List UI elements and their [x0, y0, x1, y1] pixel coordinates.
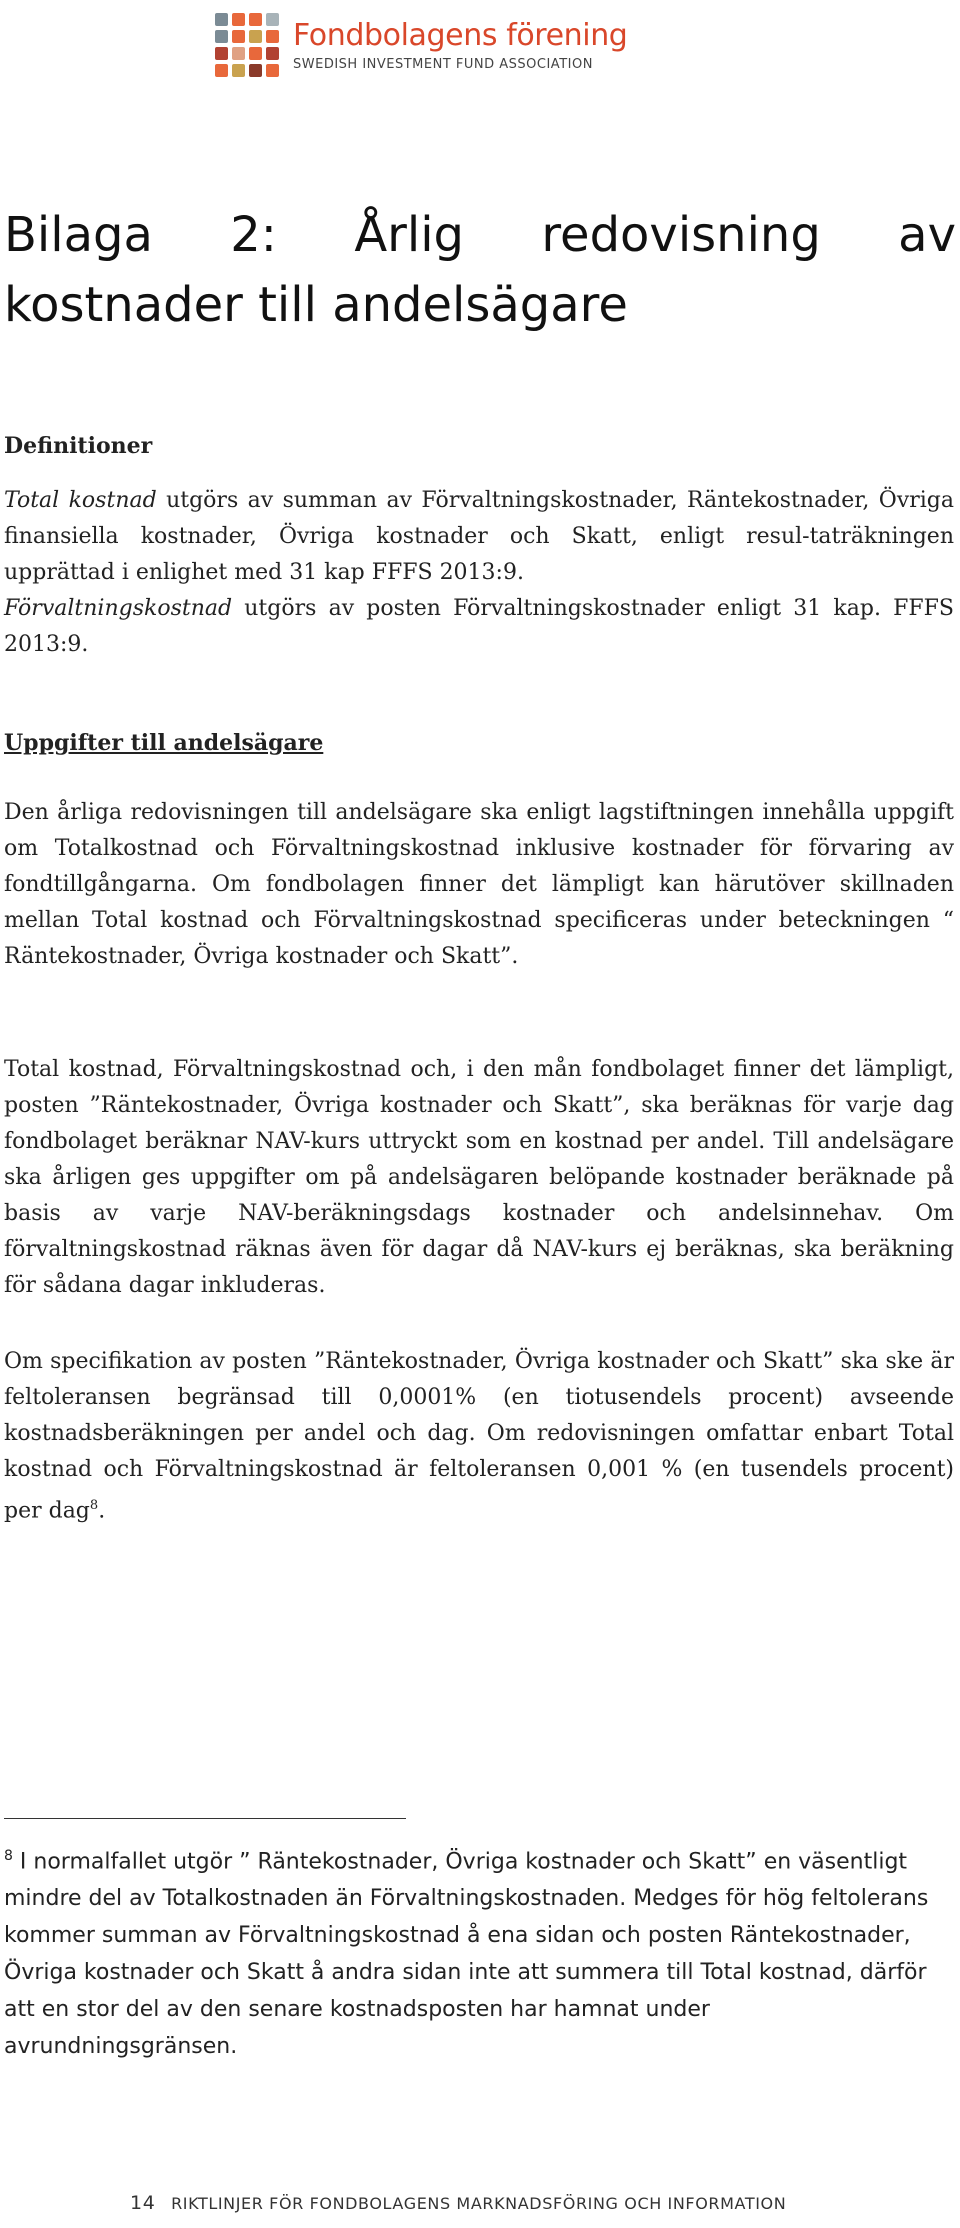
paragraph: Total kostnad, Förvaltningskostnad och, i den mån fondbolaget finner det lämpligt, posten ”Räntekostnader, Övriga kostnader och Skatt”, ska beräknas för varje dag fondbolaget beräknar NAV-kurs uttryckt som en kostnad per andel. Till andelsägare ska årligen ges uppgifter om på andelsägaren belöpande kostnader beräknade på basis av varje NAV-beräkningsdags kostnader och andelsinnehav. Om förvaltningskostnad räknas även för dagar då NAV-kurs ej beräknas, ska beräkning för sådana dagar inkluderas. — [4, 1057, 954, 1298]
logo-square — [232, 30, 245, 43]
logo-square — [249, 47, 262, 60]
term-total-cost: Total kostnad — [4, 488, 157, 513]
running-title: RIKTLINJER FÖR FONDBOLAGENS MARKNADSFÖRING OCH INFORMATION — [171, 2194, 787, 2213]
title-line-2: kostnader till andelsägare — [4, 277, 628, 333]
paragraph: Den årliga redovisningen till andelsägare ska enligt lagstiftningen innehålla uppgift om Totalkostnad och Förvaltningskostnad inklusive kostnader för förvaring av fondtillgångarna. Om fondbolagen finner det lämpligt kan härutöver skillnaden mellan Total kostnad och Förvaltningskostnad specificeras under beteckningen “ Räntekostnader, Övriga kostnader och Skatt”. — [4, 800, 954, 969]
title-line-1 — [4, 200, 956, 270]
shareholder-info-heading: Uppgifter till andelsägare — [4, 730, 324, 756]
page-number: 14 — [130, 2192, 156, 2214]
title-word: redovisning — [541, 207, 821, 263]
footnote — [4, 1838, 944, 2065]
logo-square — [232, 47, 245, 60]
paragraph: Om specifikation av posten ”Räntekostnader, Övriga kostnader och Skatt” ska ske är feltoleransen begränsad till 0,0001% (en tiotusendels procent) avseende kostnadsberäkningen per andel och dag. Om redovisningen omfattar enbart Total kostnad och Förvaltningskostnad är feltoleransen 0,001 % (en tusendels procent) per dag$^8$. — [4, 1349, 954, 1524]
footnote-divider — [4, 1818, 406, 1819]
logo-square — [232, 64, 245, 77]
title-word: Årlig — [354, 207, 465, 263]
association-logo — [215, 2, 627, 88]
logo-square — [249, 30, 262, 43]
logo-square — [215, 64, 228, 77]
page-title — [4, 200, 956, 340]
term-management-cost: Förvaltningskostnad — [4, 596, 233, 621]
logo-square — [215, 30, 228, 43]
logo-tagline: SWEDISH INVESTMENT FUND ASSOCIATION — [293, 57, 593, 72]
title-word: 2: — [230, 207, 277, 263]
definitions-section — [4, 483, 954, 663]
logo-square — [232, 13, 245, 26]
logo-square — [215, 13, 228, 26]
footnote-reference: 8 — [89, 1498, 99, 1513]
title-word: Bilaga — [4, 207, 153, 263]
logo-mark-icon — [215, 13, 279, 77]
logo-name: Fondbolagens förening — [293, 18, 628, 53]
footnote-text: I normalfallet utgör ” Räntekostnader, Övriga kostnader och Skatt” en väsentligt mindre del av Totalkostnaden än Förvaltningskostnaden. Medges för hög feltolerans kommer summan av Förvaltningskostnad å ena sidan och posten Räntekostnader, Övriga kostnader och Skatt å andra sidan inte att summera till Total kostnad, därför att en stor del av den senare kostnadsposten har hamnat under avrundningsgränsen. — [4, 1849, 929, 2060]
logo-square — [266, 13, 279, 26]
page-footer — [130, 2192, 786, 2214]
logo-square — [215, 47, 228, 60]
logo-square — [266, 64, 279, 77]
logo-square — [266, 47, 279, 60]
logo-square — [266, 30, 279, 43]
title-word: av — [898, 207, 956, 263]
logo-square — [249, 64, 262, 77]
definition-total-cost: Total kostnad utgörs av summan av Förvaltningskostnader, Räntekostnader, Övriga finansiella kostnader, Övriga kostnader och Skatt, enligt resul-taträkningen upprättad i enlighet med 31 kap FFFS 2013:9. — [4, 488, 954, 585]
logo-square — [249, 13, 262, 26]
definitions-heading: Definitioner — [4, 433, 153, 459]
footnote-marker: 8 — [4, 1848, 13, 1864]
definition-management-cost: Förvaltningskostnad utgörs av posten Förvaltningskostnader enligt 31 kap. FFFS 2013:9. — [4, 596, 954, 657]
